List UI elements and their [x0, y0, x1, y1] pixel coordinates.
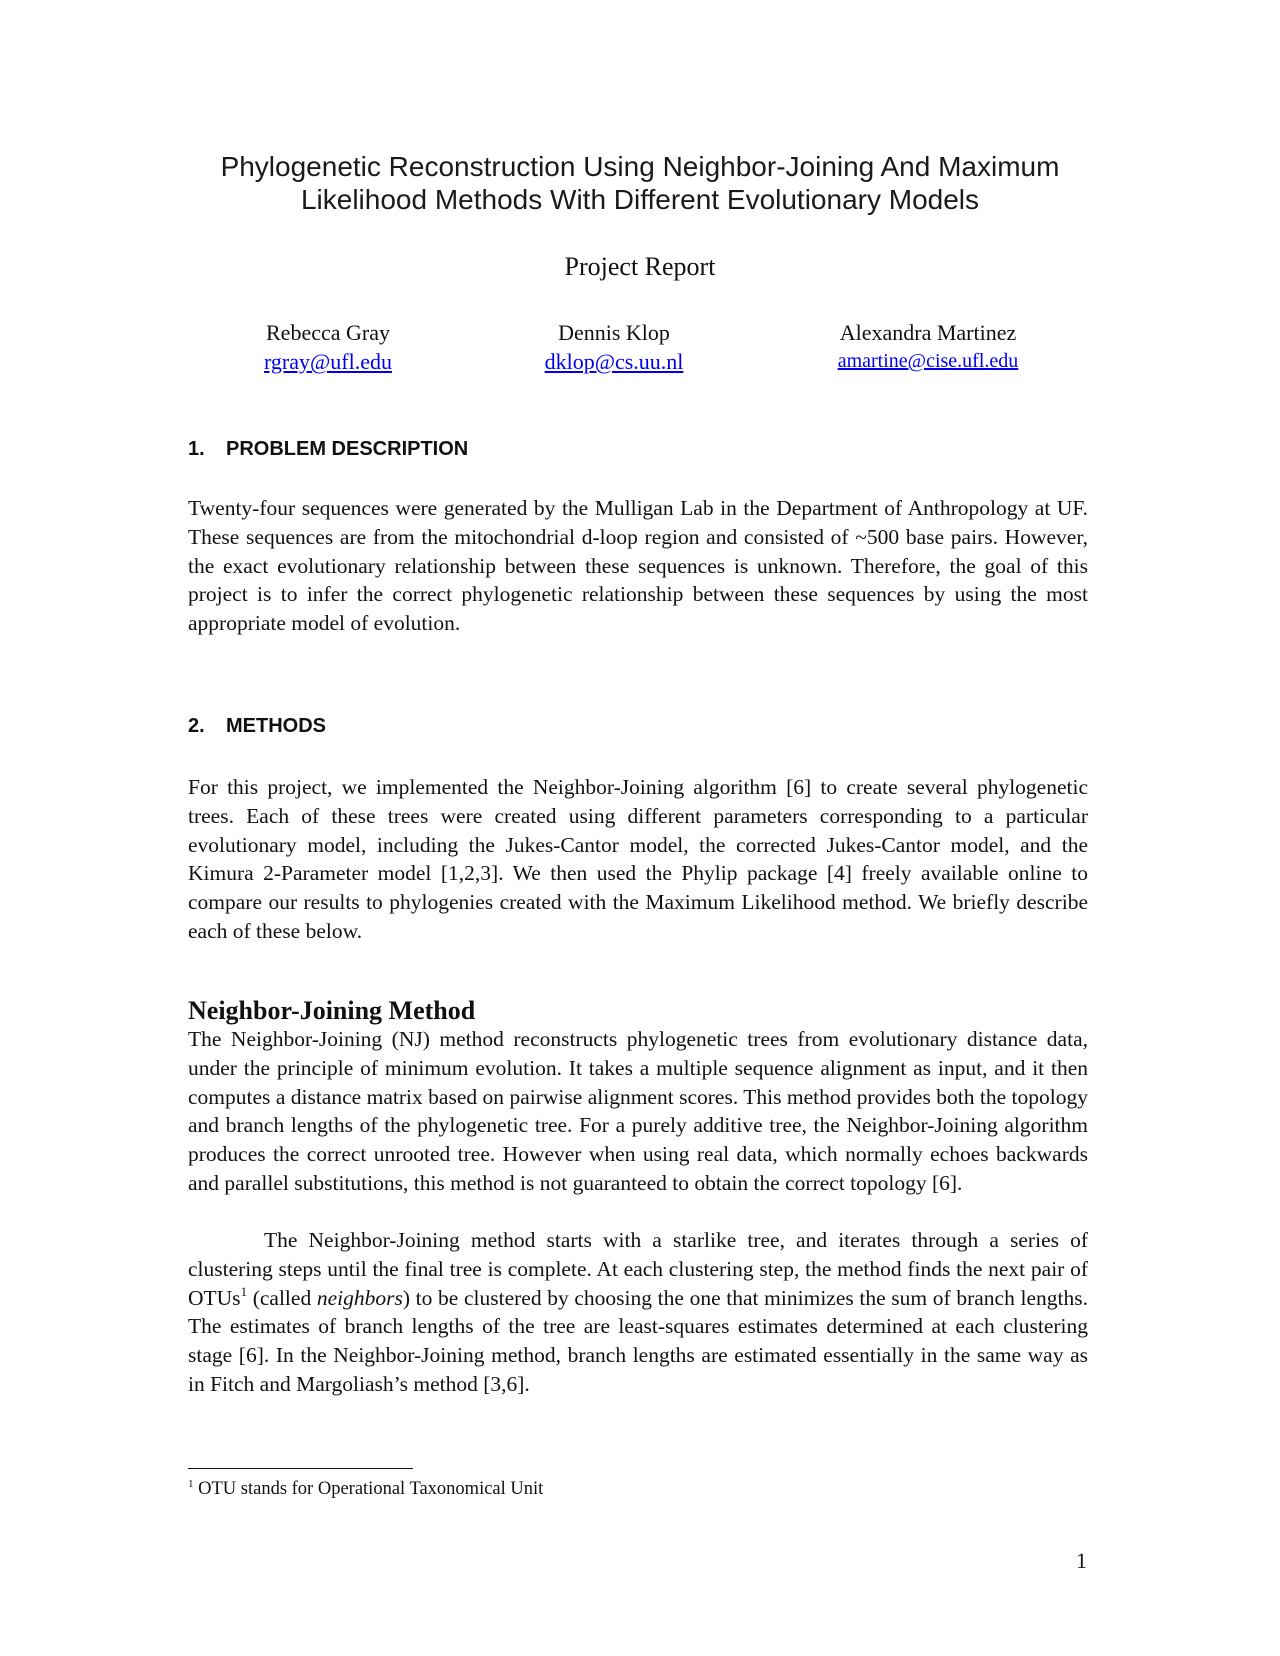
author-email-link[interactable]: dklop@cs.uu.nl — [544, 349, 684, 374]
author-name: Rebecca Gray — [266, 320, 390, 345]
footnote-reference[interactable]: 1 — [240, 1283, 248, 1299]
author-2 — [469, 318, 759, 376]
author-block — [188, 318, 1092, 376]
section-heading-problem-description — [188, 437, 468, 461]
paragraph-text: ) to be clustered by choosing the one that minimizes the sum of branch lengths. The estimates of branch lengths of the tree are least-squares estimates determined at each clustering stage [6]. In the Neighbor-Joining method, branch lengths are estimated essentially in the same way as in Fitch and Margoliash’s method [3,6]. — [188, 1285, 1088, 1396]
section-number: 1. — [188, 438, 205, 460]
emphasized-term: neighbors — [316, 1285, 403, 1310]
footnote-marker: 1 — [188, 1478, 194, 1490]
author-email-link[interactable]: rgray@ufl.edu — [264, 349, 392, 374]
page-number: 1 — [1076, 1548, 1087, 1573]
methods-paragraph: For this project, we implemented the Neighbor-Joining algorithm [6] to create several phylogenetic trees. Each of these trees were created using different parameters corresponding to a particular evolutionary model, including the Jukes-Cantor model, the corrected Jukes-Cantor model, and the Kimura 2-Parameter model [1,2,3]. We then used the Phylip package [4] freely available online to compare our results to phylogenies created with the Maximum Likelihood method. We briefly describe each of these below. — [188, 775, 1088, 943]
neighbor-joining-paragraph-1: The Neighbor-Joining (NJ) method reconstructs phylogenetic trees from evolutionary distance data, under the principle of minimum evolution. It takes a multiple sequence alignment as input, and it then computes a distance matrix based on pairwise alignment scores. This method provides both the topology and branch lengths of the phylogenetic tree. For a purely additive tree, the Neighbor-Joining algorithm produces the correct unrooted tree. However when using real data, which normally echoes backwards and parallel substitutions, this method is not guaranteed to obtain the correct topology [6]. — [188, 1027, 1088, 1195]
section-number: 2. — [188, 715, 205, 737]
footnote-separator — [188, 1468, 413, 1469]
section-title: METHODS — [226, 715, 326, 737]
paper-title-line-1: Phylogenetic Reconstruction Using Neighbor-Joining And Maximum — [220, 151, 1060, 182]
neighbor-joining-paragraph-2 — [188, 1226, 1088, 1399]
section-heading-methods — [188, 714, 326, 738]
footnote-text: OTU stands for Operational Taxonomical Unit — [193, 1479, 544, 1499]
section-title: PROBLEM DESCRIPTION — [226, 438, 469, 460]
problem-description-paragraph: Twenty-four sequences were generated by the Mulligan Lab in the Department of Anthropology at UF. These sequences are from the mitochondrial d-loop region and consisted of ~500 base pairs. However, the exact evolutionary relationship between these sequences is unknown. Therefore, the goal of this project is to infer the correct phylogenetic relationship between these sequences by using the most appropriate model of evolution. — [188, 496, 1088, 636]
author-name: Alexandra Martinez — [839, 320, 1017, 345]
author-1 — [188, 318, 468, 376]
author-name: Dennis Klop — [558, 320, 670, 345]
subsection-heading-neighbor-joining: Neighbor-Joining Method — [188, 996, 476, 1025]
footnote — [188, 1477, 543, 1501]
paragraph-text: (called — [247, 1285, 317, 1310]
author-3 — [778, 318, 1078, 376]
paragraph-text: The Neighbor-Joining method starts with a starlike tree, and iterates through a series of clustering steps until the final tree is complete. At each clustering step, the method finds the next pair of OTUs — [188, 1228, 1088, 1310]
paper-subtitle: Project Report — [564, 252, 716, 281]
author-email-link[interactable]: amartine@cise.ufl.edu — [837, 350, 1019, 372]
paper-title — [140, 150, 1140, 216]
paper-title-line-2: Likelihood Methods With Different Evolutionary Models — [300, 184, 980, 215]
